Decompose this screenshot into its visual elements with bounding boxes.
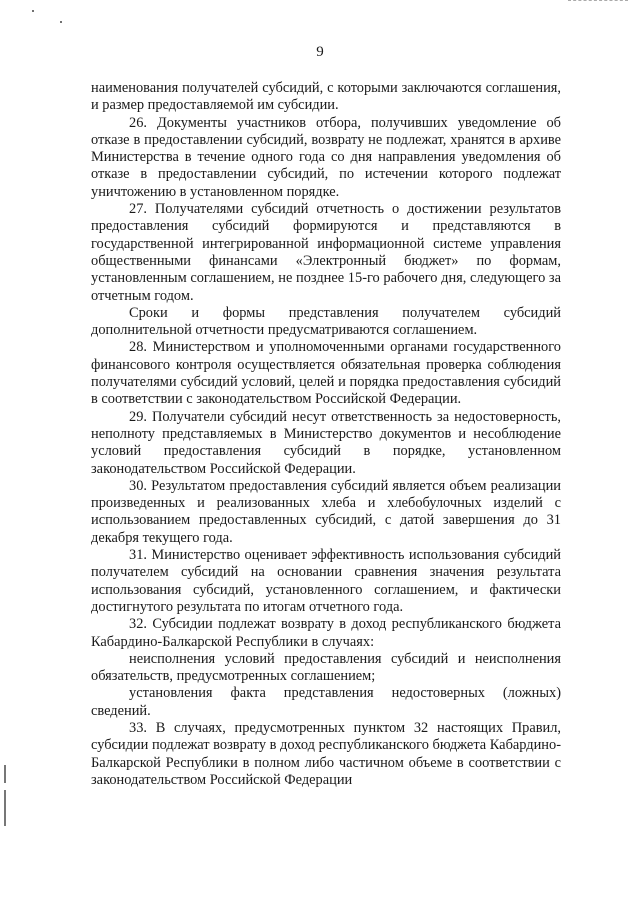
scan-edge-line — [4, 765, 6, 783]
document-body — [91, 80, 561, 789]
scan-edge-line — [4, 790, 6, 826]
paragraph: 33. В случаях, предусмотренных пунктом 32 настоящих Правил, субсидии подлежат возврату в доход республиканского бюджета Кабардино-Балкарской Республики в полном либо частичном объеме в соответствии с законодательством Российской Федерации — [91, 719, 561, 788]
paragraph: установления факта представления недостоверных (ложных) сведений. — [91, 685, 561, 719]
paragraph: неисполнения условий предоставления субсидий и неисполнения обязательств, предусмотренных соглашением; — [91, 650, 561, 685]
paragraph: 28. Министерством и уполномоченными органами государственного финансового контроля осуществляется обязательная проверка соблюдения получателями субсидий условий, целей и порядка предоставления субсидий в соответствии с законодательством Российской Федерации. — [91, 339, 561, 408]
scan-speck — [60, 21, 62, 23]
paragraph: 32. Субсидии подлежат возврату в доход республиканского бюджета Кабардино-Балкарской Республики в случаях: — [91, 616, 561, 650]
paragraph: наименования получателей субсидий, с которыми заключаются соглашения, и размер предоставляемой им субсидии. — [91, 80, 561, 114]
scan-speck — [32, 10, 34, 12]
paragraph: Сроки и формы представления получателем субсидий дополнительной отчетности предусматриваются соглашением. — [91, 304, 561, 339]
paragraph: 31. Министерство оценивает эффективность использования субсидий получателем субсидий на основании сравнения значения результата использования субсидий, установленного соглашением, и фактически достигнутого результата по итогам отчетного года. — [91, 547, 561, 615]
paragraph: 30. Результатом предоставления субсидий является объем реализации произведенных и реализованных хлеба и хлебобулочных изделий с использованием предоставленных субсидий, с датой завершения до 31 декабря текущего года. — [91, 477, 561, 546]
scan-artifact — [568, 0, 628, 2]
paragraph: 26. Документы участников отбора, получивших уведомление об отказе в предоставлении субсидий, возврату не подлежат, хранятся в архиве Министерства в течение одного года со дня направления уведомления об отказе в предоставлении субсидий, по истечении которого подлежат уничтожению в установленном порядке. — [91, 114, 561, 200]
paragraph: 29. Получатели субсидий несут ответственность за недостоверность, неполноту представляемых в Министерство документов и несоблюдение условий предоставления субсидий в порядке, установленном законодательством Российской Федерации. — [91, 408, 561, 477]
paragraph: 27. Получателями субсидий отчетность о достижении результатов предоставления субсидий формируются и представляются в государственной интегрированной информационной системе управления общественными финансами «Электронный бюджет» по формам, установленным соглашением, не позднее 15-го рабочего дня, следующего за отчетным годом. — [91, 201, 561, 304]
page-number: 9 — [316, 44, 324, 60]
